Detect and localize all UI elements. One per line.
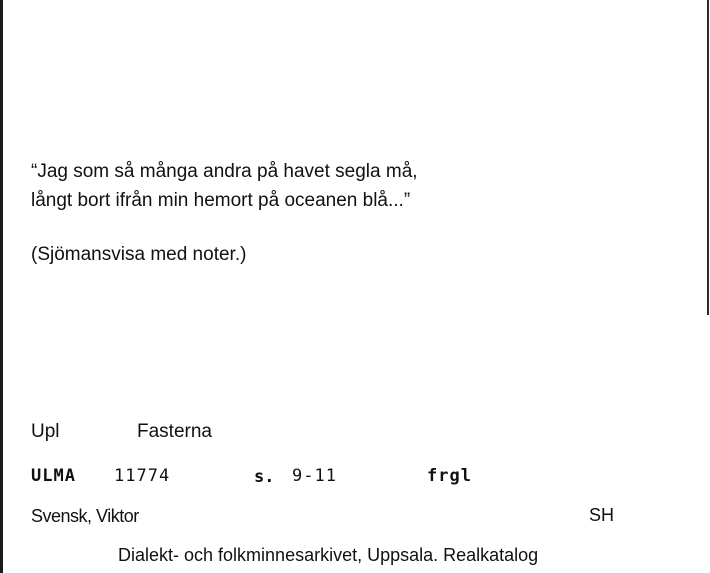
region-code: Upl (31, 421, 60, 442)
card-left-edge (0, 0, 3, 573)
description-note: (Sjömansvisa med noter.) (31, 244, 247, 265)
page-range: 9-11 (292, 466, 337, 486)
card-right-edge (707, 0, 709, 315)
archive-footer: Dialekt- och folkminnesarkivet, Uppsala. Realkatalog (118, 545, 539, 565)
verse-line-1: “Jag som så många andra på havet segla må, (31, 161, 418, 182)
category-code: frgl (427, 466, 472, 486)
collector-initials: SH (589, 505, 615, 525)
verse-line-2: långt bort ifrån min hemort på oceanen blå...” (31, 190, 411, 211)
place-name: Fasterna (137, 421, 212, 442)
informant-name: Svensk, Viktor (31, 506, 139, 526)
archive-code: ULMA (31, 466, 76, 486)
page-label: s. (254, 467, 275, 487)
accession-number: 11774 (114, 466, 171, 486)
